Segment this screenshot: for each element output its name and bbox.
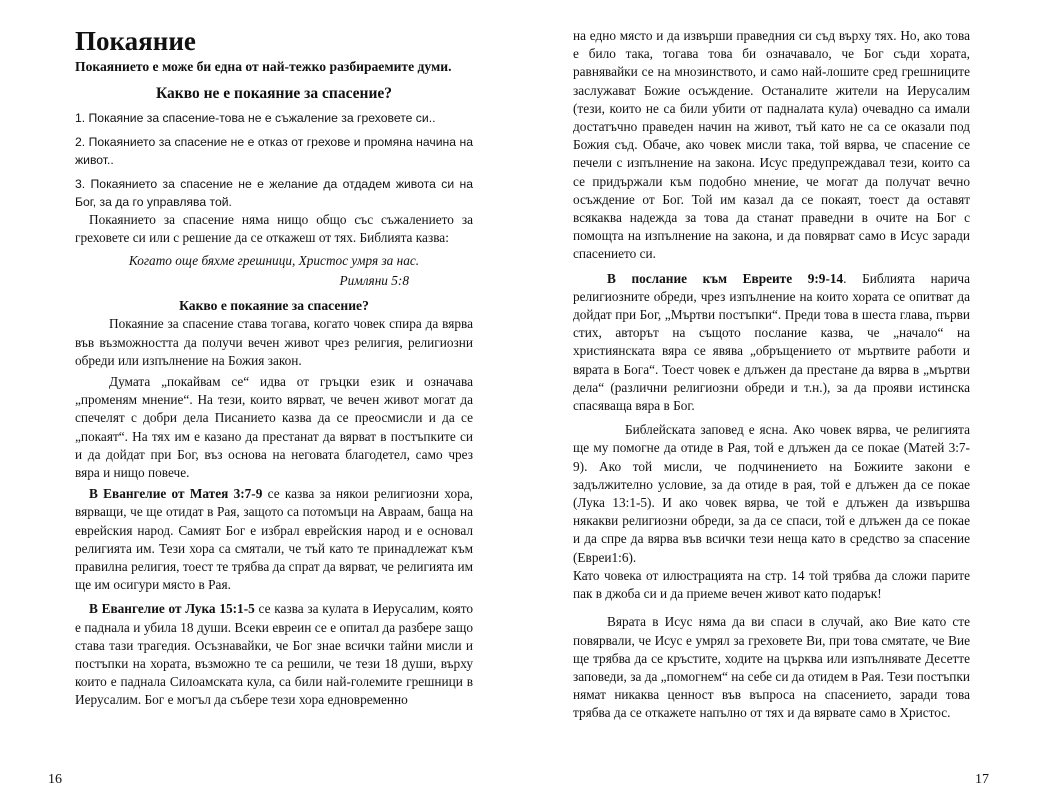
list-item: 2. Покаянието за спасение не е отказ от грехове и промяна начина на живот.. — [75, 135, 473, 167]
paragraph: Като човека от илюстрацията на стр. 14 той трябва да сложи парите пак в джоба си и да приеме вечен живот като подарък! — [573, 567, 970, 602]
page-title: Покаяние — [75, 26, 196, 56]
paragraph: В Евангелие от Лука 15:1-5 се казва за кулата в Иерусалим, която е паднала и убила 18 души. Всеки евреин се е опитал да разбере защо става тази трагедия. Осъзнавайки, че Бог знае всички тайни мисли и постъпки на хората, възможно те са решили, че тези 18 души, върху които е паднала Силоамската кула, са били най-големите грешници в Иерусалим. Бог е могъл да събере тези хора едновременно — [75, 601, 473, 708]
page-number-right: 17 — [975, 772, 989, 787]
paragraph: Вярата в Исус няма да ви спаси в случай, ако Вие като сте повярвали, че Исус е умрял за греховете Ви, при това смятате, че Вие ще трябва да се кръстите, ходите на църква или изпълнявате Десетте заповеди, за да „помогнем“ на себе си да отидем в Рая. Тези постъпки нямат никаква ценност във въпроса на спасението, заради това трябва да се откажете напълно от тях и да вярвате само в Христос. — [573, 614, 970, 721]
list-item: 1. Покаяние за спасение-това не е съжаление за греховете си.. — [75, 111, 436, 125]
bold-reference: В Евангелие от Лука 15:1-5 — [89, 601, 255, 617]
paragraph: Покаяние за спасение става тогава, когато човек спира да вярва във възможността да получи вечен живот чрез религия, религиозни обреди или изпълнение на Божия закон. — [75, 316, 473, 368]
heading-what-is-not: Какво не е покаяние за спасение? — [155, 85, 393, 102]
paragraph: Думата „покайвам се“ идва от гръцки език и означава „променям мнение“. На тези, които вярват, че вечен живот могат да спечелят с добри дела Писанието казва да се преосмисли и да се „покаят“. На тях им е казано да престанат да вярват в постъпките си и да дойдат при Бог, въз основа на неговата благодетел, само чрез вяра и нищо повече. — [75, 374, 473, 481]
scripture-quote: Когато още бяхме грешници, Христос умря за нас. — [128, 253, 420, 269]
left-page — [75, 0, 473, 808]
bold-reference: В Евангелие от Матея 3:7-9 — [89, 486, 263, 502]
list-item: 3. Покаянието за спасение не е желание да отдадем живота си на Бог, за да го управлява той. — [75, 177, 473, 209]
right-page — [573, 0, 970, 808]
intro-paragraph: Покаянието за спасение няма нищо общо със съжалението за греховете си или с решение да се откажеш от тях. Библията казва: — [75, 212, 473, 246]
paragraph: В послание към Евреите 9:9-14. Библията нарича религиозните обреди, чрез изпълнение на които хората се опитват да дойдат при Бог, „Мъртви постъпки“. Преди това в шеста глава, първи стих, авторът на същото послание казва, че „начало“ на християнската вяра се явява „обръщението от мъртвите работи и вярата в Бога“. Тоест човек е длъжен да престане да вярва в „мъртви дела“ (различни религиозни обреди и т.н.), за да прояви истинска спасяваща вяра в Бог. — [573, 270, 970, 414]
paragraph: Библейската заповед е ясна. Ако човек вярва, че религията ще му помогне да отиде в Рая, той е длъжен да се покае (Матей 3:7-9). Ако той мисли, че подчинението на Божиите закони е задължително условие, за да отиде в рая, той е длъжен да се покае (Лука 13:1-5). И ако човек вярва, че той е длъжен да извършва някакви религиозни обреди, за да се спаси, той е длъжен да се покае и да спре да вярва във всички тези неща като в средство за спасение (Евреи1:6). — [573, 422, 970, 565]
bold-reference: В послание към Евреите 9:9-14 — [607, 270, 844, 286]
lead-paragraph: Покаянието е може би една от най-тежко разбираемите думи. — [75, 59, 452, 74]
scripture-reference: Римляни 5:8 — [339, 273, 409, 289]
page-number-left: 16 — [48, 772, 62, 787]
paragraph: В Евангелие от Матея 3:7-9 се казва за някои религиозни хора, вярващи, че ще отидат в Рая, защото са потомъци на Авраам, баща на еврейския народ. Самият Бог е избрал еврейския народ и е основал религията им. Тези хора са смятали, че тъй като те принадлежат към правилна религия, тоест те трябва да спрат да вярват, че религията им ще им осигури място в Рая. — [75, 486, 473, 593]
paragraph: на едно място и да извърши праведния си съд върху тях. Но, ако това е било така, тогава това би означавало, че Бог съди хората, равнявайки се на мнозинството, и само най-лошите сред грешниците заслужават Божие осъждение. Останалите жители на Иерусалим (тези, които не са били убити от падналата кула) очевадно са имали достатъчно праведен начин на живот, тъй като не са се оказали под Божия съд. Обаче, ако човек мисли така, той вярва, че спасение се печели с изпълнение на закона. Исус предупреждавал тези, които са се придържали към подобно мнение, че могат да получат вечно осъждение от Бог. Той им казал да се покаят, тоест да оставят всякаква надежда за това да станат праведни в очите на Бог с помощта на изпълнение на закона, и да повярват само в Исус заради спасението си. — [573, 28, 970, 262]
heading-what-is: Какво е покаяние за спасение? — [179, 298, 369, 314]
